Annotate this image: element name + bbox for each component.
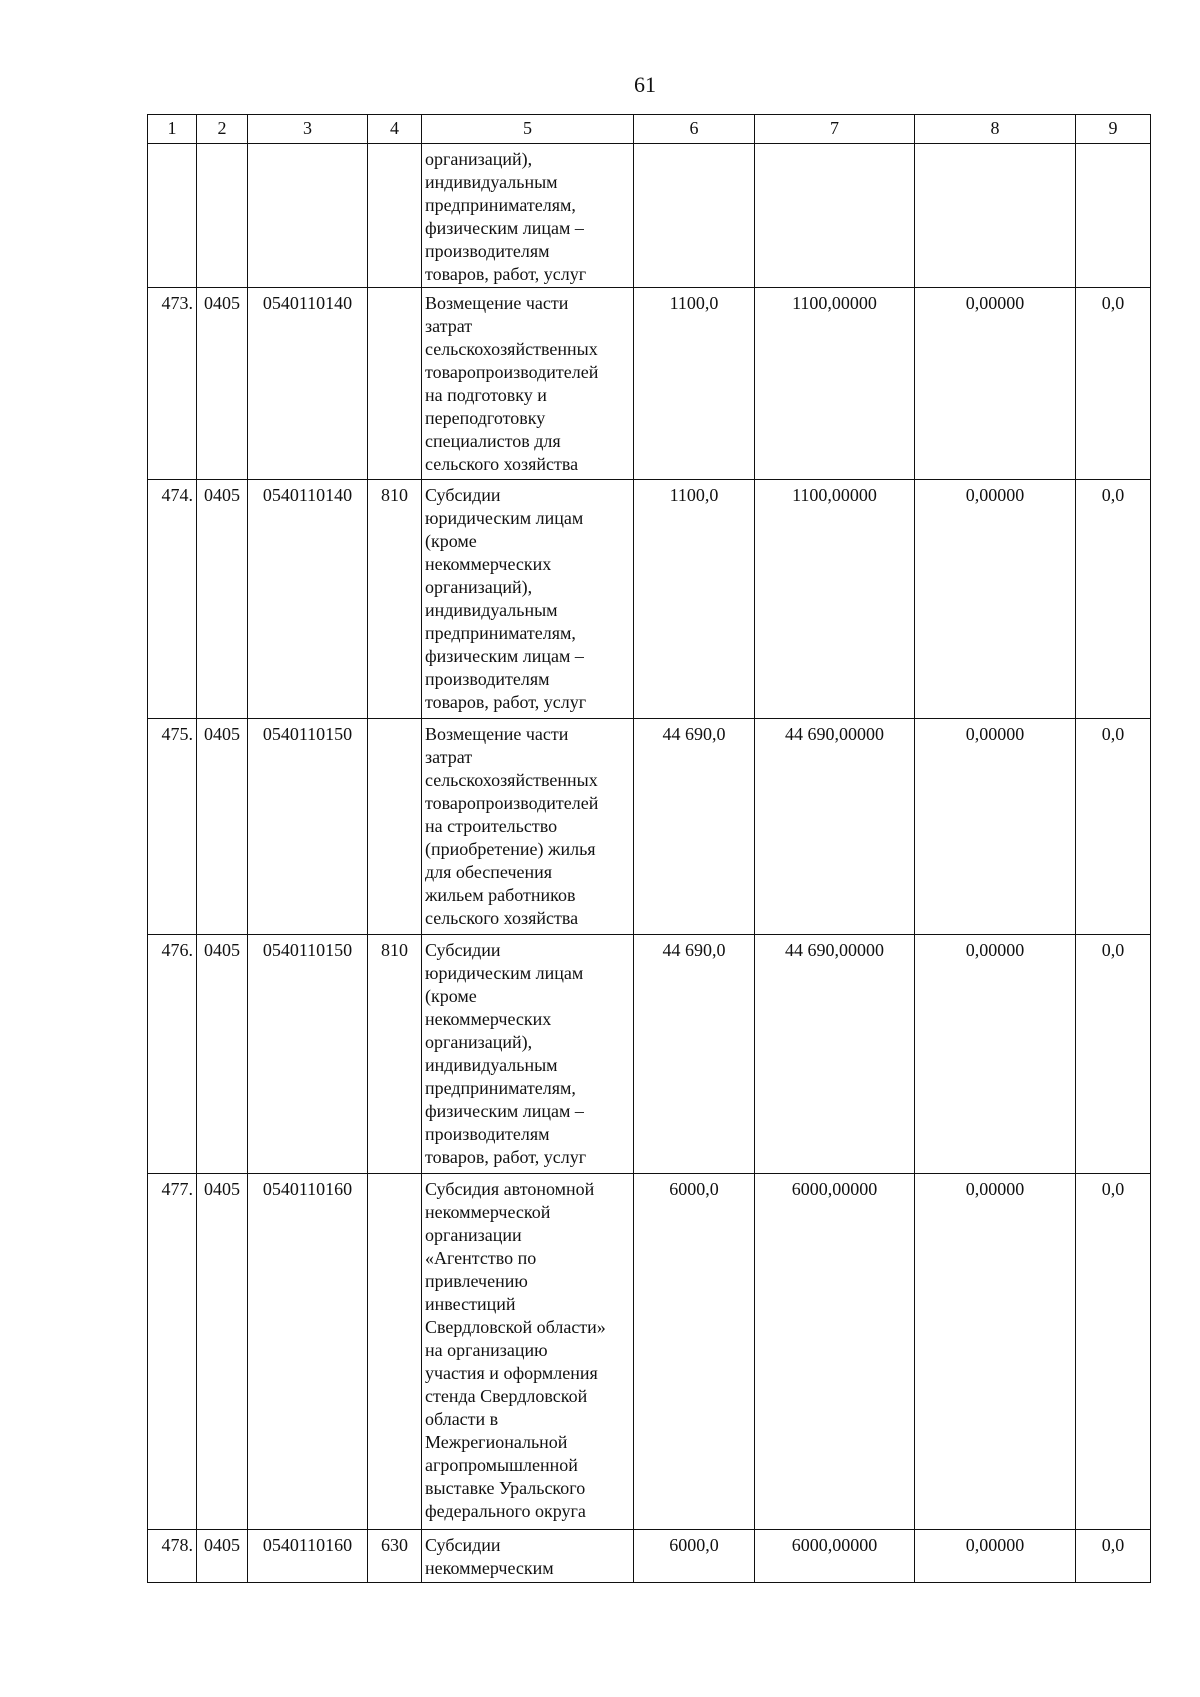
item-name: Возмещение части затрат сельскохозяйственных товаропроизводителей на подготовку и переподготовку специалистов для сельского хозяйства	[422, 288, 634, 480]
value-col-7: 1100,00000	[755, 480, 915, 719]
section-code: 0405	[197, 1174, 248, 1530]
target-article-code: 0540110140	[248, 288, 368, 480]
value-col-7: 6000,00000	[755, 1530, 915, 1583]
target-article-code	[248, 144, 368, 288]
item-name: организаций), индивидуальным предпринимателям, физическим лицам – производителям товаров, работ, услуг	[422, 144, 634, 288]
page-number: 61	[634, 72, 656, 97]
target-article-code: 0540110160	[248, 1174, 368, 1530]
column-header: 2	[197, 115, 248, 144]
row-number: 475.	[148, 719, 197, 935]
value-col-6: 6000,0	[634, 1174, 755, 1530]
value-col-6: 44 690,0	[634, 719, 755, 935]
column-header: 1	[148, 115, 197, 144]
value-col-8: 0,00000	[915, 480, 1076, 719]
column-header: 9	[1076, 115, 1151, 144]
section-code: 0405	[197, 480, 248, 719]
expense-type-code: 630	[368, 1530, 422, 1583]
value-col-8: 0,00000	[915, 288, 1076, 480]
value-col-6: 1100,0	[634, 480, 755, 719]
value-col-8: 0,00000	[915, 1530, 1076, 1583]
item-name: Субсидии юридическим лицам (кроме некоммерческих организаций), индивидуальным предпринимателям, физическим лицам – производителям товаров, работ, услуг	[422, 935, 634, 1174]
value-col-7: 6000,00000	[755, 1174, 915, 1530]
expense-type-code	[368, 719, 422, 935]
target-article-code: 0540110150	[248, 719, 368, 935]
table-row	[148, 719, 1151, 935]
header-row	[148, 115, 1151, 144]
expense-type-code	[368, 1174, 422, 1530]
row-number: 473.	[148, 288, 197, 480]
row-number	[148, 144, 197, 288]
value-col-8: 0,00000	[915, 1174, 1076, 1530]
value-col-9: 0,0	[1076, 719, 1151, 935]
value-col-7: 44 690,00000	[755, 719, 915, 935]
item-name: Субсидии некоммерческим	[422, 1530, 634, 1583]
value-col-9	[1076, 144, 1151, 288]
section-code: 0405	[197, 1530, 248, 1583]
section-code: 0405	[197, 719, 248, 935]
row-number: 478.	[148, 1530, 197, 1583]
target-article-code: 0540110150	[248, 935, 368, 1174]
expense-type-code	[368, 144, 422, 288]
value-col-8: 0,00000	[915, 935, 1076, 1174]
section-code: 0405	[197, 935, 248, 1174]
table-row	[148, 480, 1151, 719]
value-col-9: 0,0	[1076, 1174, 1151, 1530]
row-number: 477.	[148, 1174, 197, 1530]
column-header: 4	[368, 115, 422, 144]
column-header: 5	[422, 115, 634, 144]
row-number: 474.	[148, 480, 197, 719]
target-article-code: 0540110140	[248, 480, 368, 719]
column-header: 8	[915, 115, 1076, 144]
section-code: 0405	[197, 288, 248, 480]
table-row	[148, 935, 1151, 1174]
value-col-9: 0,0	[1076, 480, 1151, 719]
value-col-6: 6000,0	[634, 1530, 755, 1583]
value-col-8: 0,00000	[915, 719, 1076, 935]
expense-type-code: 810	[368, 480, 422, 719]
table-row	[148, 1174, 1151, 1530]
value-col-6: 1100,0	[634, 288, 755, 480]
section-code	[197, 144, 248, 288]
column-header: 6	[634, 115, 755, 144]
column-header: 3	[248, 115, 368, 144]
row-number: 476.	[148, 935, 197, 1174]
item-name: Субсидия автономной некоммерческой организации «Агентство по привлечению инвестиций Свердловской области» на организацию участия и оформления стенда Свердловской области в Межрегиональной агропромышленной выставке Уральского федерального округа	[422, 1174, 634, 1530]
table-header	[148, 115, 1151, 144]
value-col-8	[915, 144, 1076, 288]
expense-type-code: 810	[368, 935, 422, 1174]
budget-table	[147, 114, 1151, 1583]
value-col-9: 0,0	[1076, 1530, 1151, 1583]
value-col-7	[755, 144, 915, 288]
target-article-code: 0540110160	[248, 1530, 368, 1583]
value-col-9: 0,0	[1076, 288, 1151, 480]
item-name: Возмещение части затрат сельскохозяйственных товаропроизводителей на строительство (приобретение) жилья для обеспечения жильем работников сельского хозяйства	[422, 719, 634, 935]
expense-type-code	[368, 288, 422, 480]
column-header: 7	[755, 115, 915, 144]
value-col-6: 44 690,0	[634, 935, 755, 1174]
table-body	[148, 144, 1151, 1583]
table-row	[148, 1530, 1151, 1583]
value-col-9: 0,0	[1076, 935, 1151, 1174]
table-row	[148, 144, 1151, 288]
table-row	[148, 288, 1151, 480]
value-col-7: 44 690,00000	[755, 935, 915, 1174]
value-col-6	[634, 144, 755, 288]
value-col-7: 1100,00000	[755, 288, 915, 480]
item-name: Субсидии юридическим лицам (кроме некоммерческих организаций), индивидуальным предпринимателям, физическим лицам – производителям товаров, работ, услуг	[422, 480, 634, 719]
